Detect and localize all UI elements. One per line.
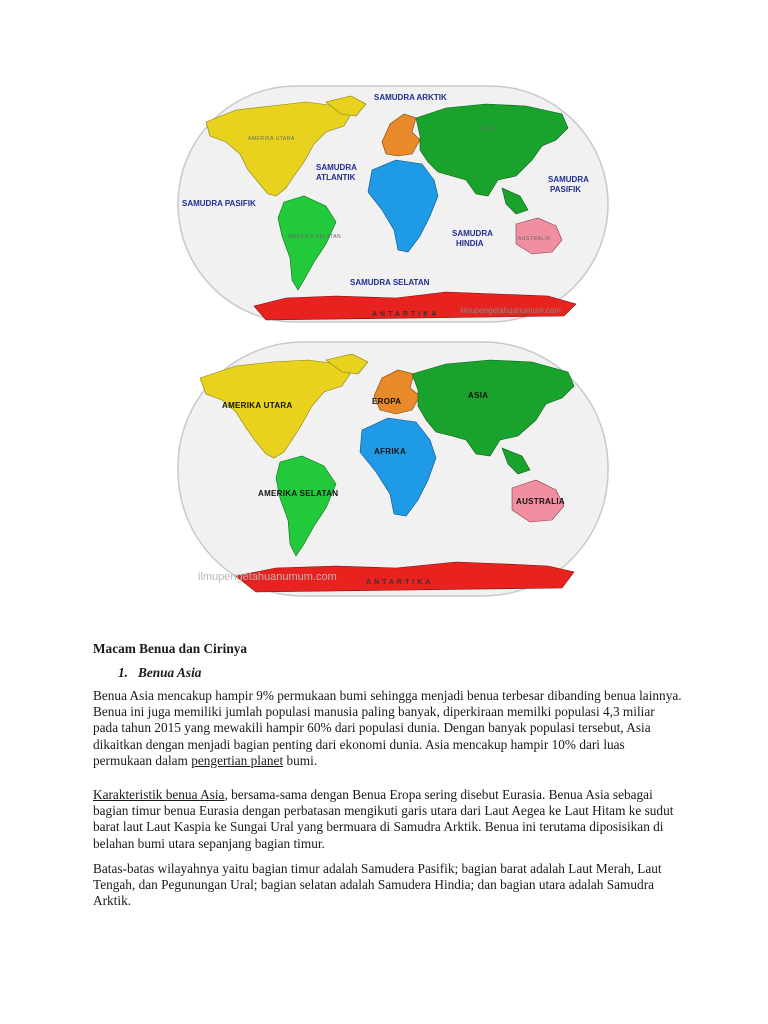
section-title-benua-asia <box>118 665 708 681</box>
label-australia: AUSTRALIA <box>516 497 565 506</box>
paragraph-asia-characteristics: Karakteristik benua Asia, bersama-sama dengan Benua Eropa sering disebut Eurasia. Benua Asia sebagai bagian timur benua Eurasia dengan perbatasan mengikuti garis utara dari Laut Aegea ke Laut Hitam ke sudut barat laut Laut Kaspia ke Sungai Ural yang bermuara di Samudra Arktik. Benua ini terutama diposisikan di belahan bumi utara sepanjang bagian timur. <box>93 787 674 851</box>
link-karakteristik-benua-asia[interactable]: Karakteristik benua Asia <box>93 787 225 802</box>
label-samudra-hindia-1: SAMUDRA <box>452 229 493 238</box>
label-antartika-2: ANTARTIKA <box>366 579 434 586</box>
paragraph-asia-overview: Benua Asia mencakup hampir 9% permukaan bumi sehingga menjadi benua terbesar dibanding benua lainnya. Benua ini juga memiliki jumlah populasi manusia paling banyak, diperkiraan memilki populasi 4,3 miliar pada tahun 2015 yang mewakili hampir 60% dari populasi dunia. Dengan banyak populasi tersebut, Asia dikaitkan dengan menjadi bagian penting dari ekonomi dunia. Asia mencakup hampir 10% dari luas permukaan dalam pengertian planet bumi. <box>93 688 682 768</box>
label-samudra-pasifik-east-2: PASIFIK <box>550 185 581 194</box>
section-title-text: Benua Asia <box>138 665 202 680</box>
label-asia-faint: ASIA <box>482 126 496 132</box>
label-amerika-utara: AMERIKA UTARA <box>222 401 293 410</box>
label-antartika-1: ANTARTIKA <box>372 311 440 318</box>
label-eropa: EROPA <box>372 397 402 406</box>
world-oceans-map <box>176 84 610 324</box>
label-amerika-selatan: AMERIKA SELATAN <box>258 489 339 498</box>
label-amerika-selatan-faint: AMERIKA SELATAN <box>288 234 342 240</box>
list-number: 1. <box>118 665 128 680</box>
label-samudra-selatan: SAMUDRA SELATAN <box>350 278 430 287</box>
label-amerika-utara-faint: AMERIKA UTARA <box>248 136 295 142</box>
paragraph-asia-borders: Batas-batas wilayahnya yaitu bagian timur adalah Samudera Pasifik; bagian barat adalah Laut Merah, Laut Tengah, dan Pegunungan Ural; bagian selatan adalah Samudera Hindia; dan bagian utara adalah Samudra Arktik. <box>93 861 662 909</box>
label-asia: ASIA <box>468 391 489 400</box>
label-samudra-pasifik-west: SAMUDRA PASIFIK <box>182 199 256 208</box>
world-continents-map <box>176 340 610 598</box>
label-samudra-pasifik-east-1: SAMUDRA <box>548 175 589 184</box>
label-samudra-arktik: SAMUDRA ARKTIK <box>374 93 447 102</box>
watermark-1: ilmupengetahuanumum.com <box>460 306 561 315</box>
label-samudra-atlantik-1: SAMUDRA <box>316 163 357 172</box>
label-samudra-atlantik-2: ATLANTIK <box>316 173 356 182</box>
watermark-2: ilmupengetahuanumum.com <box>198 571 337 583</box>
label-samudra-hindia-2: HINDIA <box>456 239 484 248</box>
label-afrika: AFRIKA <box>374 447 407 456</box>
link-pengertian-planet[interactable]: pengertian planet <box>191 752 284 768</box>
article-heading: Macam Benua dan Cirinya <box>93 641 248 656</box>
label-australia-faint: AUSTRALIA <box>518 236 551 242</box>
